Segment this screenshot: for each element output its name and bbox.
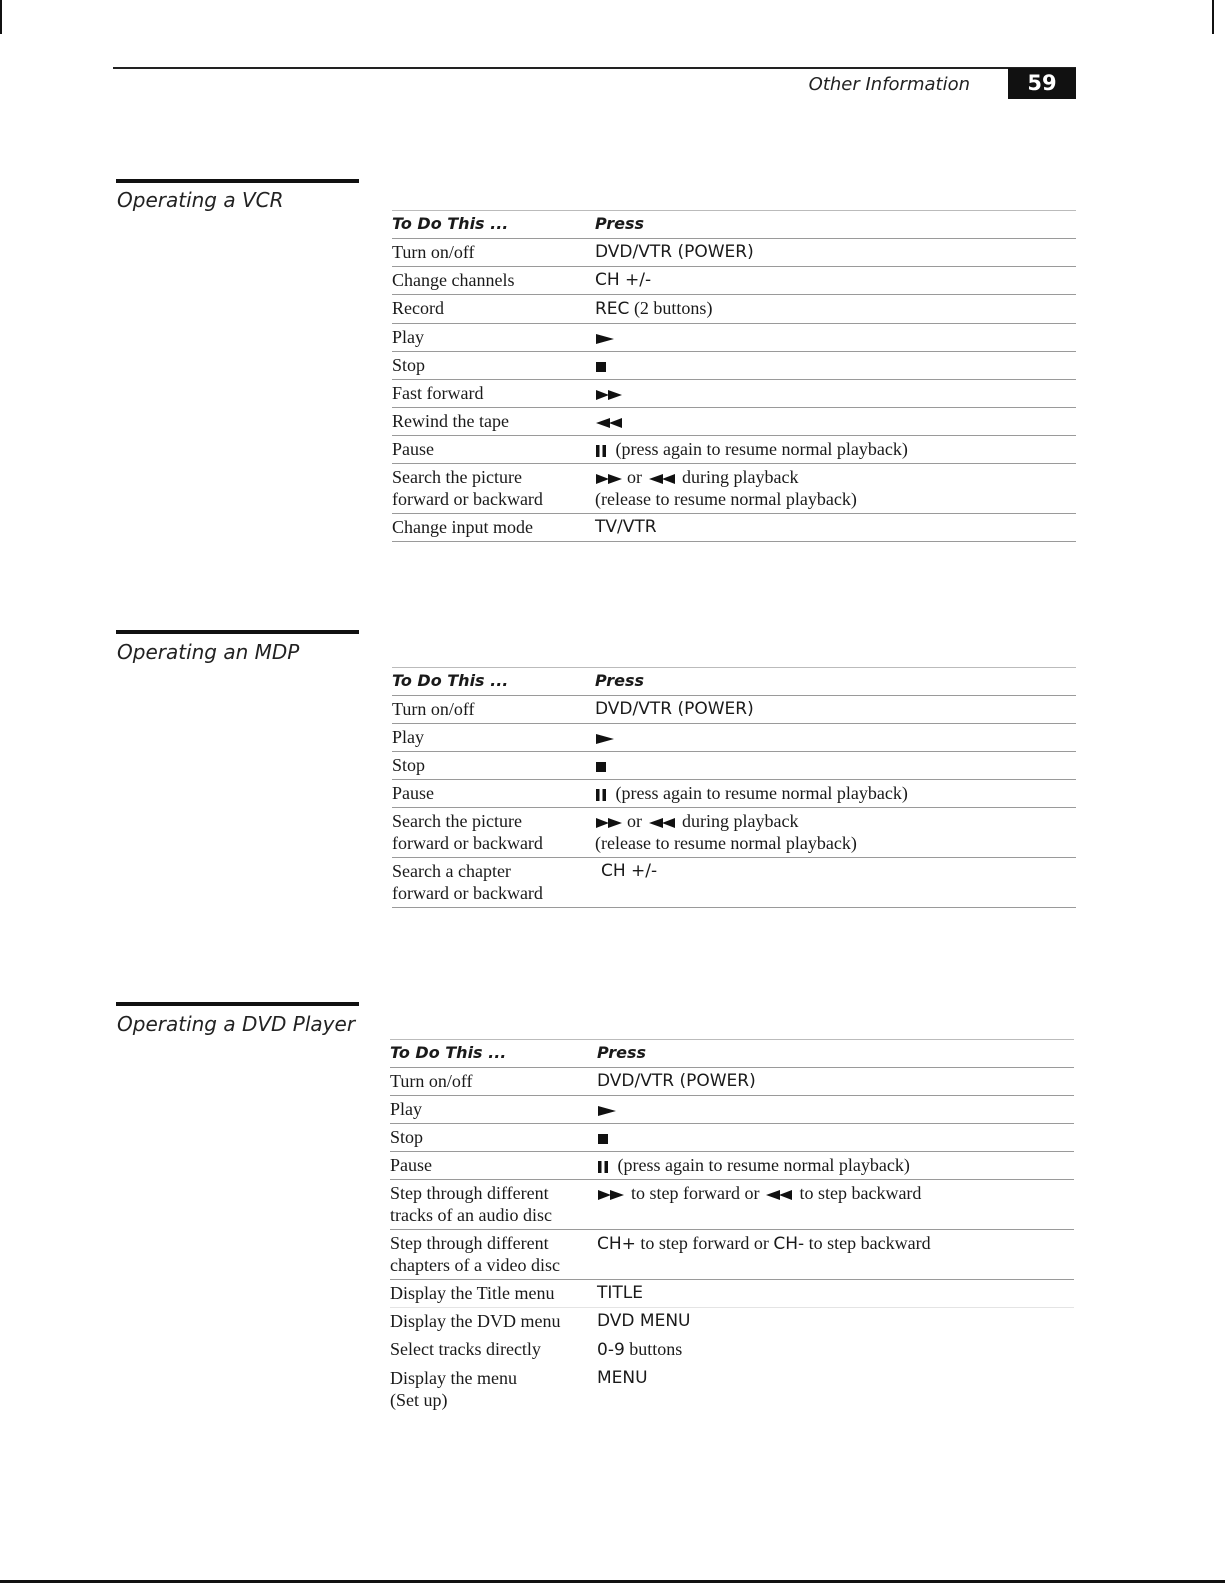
- rewind-icon: [648, 473, 676, 485]
- action-line: forward or backward: [392, 883, 543, 903]
- action-line: Search the picture: [392, 811, 522, 831]
- press-note: during playback: [682, 811, 799, 831]
- press-cell: [597, 1124, 1074, 1151]
- press-note: (press again to resume normal playback): [617, 1155, 910, 1175]
- action-cell: Play: [392, 727, 425, 747]
- action-line: forward or backward: [392, 489, 543, 509]
- press-note: buttons: [629, 1339, 683, 1359]
- action-cell: Change channels: [392, 270, 515, 290]
- press-cell: DVD/VTR (POWER): [595, 699, 754, 719]
- action-cell: [392, 858, 595, 907]
- stop-icon: [597, 1133, 609, 1145]
- pause-icon: [597, 1160, 609, 1174]
- press-cell: [595, 295, 1076, 323]
- press-note: (release to resume normal playback): [595, 489, 857, 509]
- action-cell: Pause: [392, 439, 434, 459]
- action-line: (Set up): [390, 1390, 448, 1410]
- press-cell: [595, 780, 1076, 807]
- table-row: [392, 724, 1076, 752]
- action-cell: Select tracks directly: [390, 1339, 541, 1359]
- press-cell: CH +/-: [595, 270, 652, 290]
- action-cell: Play: [392, 327, 425, 347]
- table-row: [392, 752, 1076, 780]
- stop-icon: [595, 761, 607, 773]
- press-cell: [595, 724, 1076, 751]
- table-row: [390, 1124, 1074, 1152]
- action-cell: Record: [392, 298, 444, 318]
- press-cell: MENU: [597, 1368, 648, 1388]
- press-cell: [597, 1180, 1074, 1207]
- press-cell: [597, 1336, 1074, 1364]
- column-header-press: Press: [597, 1043, 647, 1062]
- table-row: [390, 1230, 1074, 1280]
- press-cell: [595, 352, 1076, 379]
- column-header-action: To Do This ...: [390, 1043, 507, 1062]
- action-cell: Pause: [390, 1155, 432, 1175]
- press-note: (2 buttons): [633, 298, 713, 318]
- key-label: CH+: [597, 1234, 636, 1254]
- action-cell: Turn on/off: [390, 1071, 473, 1091]
- action-cell: Stop: [390, 1127, 424, 1147]
- press-cell: [597, 1152, 1074, 1179]
- action-line: Search a chapter: [392, 861, 511, 881]
- header-title: Other Information: [808, 74, 970, 95]
- action-line: Step through different: [390, 1233, 549, 1253]
- action-line: forward or backward: [392, 833, 543, 853]
- press-cell: [597, 1230, 1074, 1258]
- rewind-icon: [595, 417, 623, 429]
- action-cell: Display the DVD menu: [390, 1311, 561, 1331]
- table-row: [392, 239, 1076, 267]
- table-row: [390, 1308, 1074, 1336]
- header-rule: [113, 67, 1076, 69]
- press-cell: [595, 380, 1076, 407]
- press-note: (release to resume normal playback): [595, 833, 857, 853]
- section-title-dvd: Operating a DVD Player: [117, 1012, 356, 1036]
- action-cell: [392, 464, 595, 513]
- action-line: Display the menu: [390, 1368, 517, 1388]
- scan-edge-right: [1212, 0, 1214, 34]
- mdp-table: [392, 667, 1076, 908]
- press-cell: TITLE: [597, 1283, 643, 1303]
- table-row: [390, 1365, 1074, 1415]
- vcr-table: [392, 210, 1076, 542]
- press-note: (press again to resume normal playback): [615, 783, 908, 803]
- table-row: [390, 1280, 1074, 1308]
- action-cell: [390, 1365, 597, 1414]
- section-rule: [116, 179, 359, 183]
- action-cell: Stop: [392, 355, 426, 375]
- scan-edge-left: [0, 0, 2, 34]
- table-row: [392, 696, 1076, 724]
- table-row: [390, 1336, 1074, 1365]
- action-cell: Turn on/off: [392, 242, 475, 262]
- fast-forward-icon: [595, 817, 623, 829]
- table-row: [390, 1096, 1074, 1124]
- column-header-press: Press: [595, 214, 645, 233]
- press-cell: [595, 752, 1076, 779]
- action-cell: Fast forward: [392, 383, 484, 403]
- fast-forward-icon: [597, 1189, 625, 1201]
- press-cell: DVD/VTR (POWER): [597, 1071, 756, 1091]
- table-row: [390, 1152, 1074, 1180]
- table-row: [392, 324, 1076, 352]
- section-rule: [116, 630, 359, 634]
- key-label: REC: [595, 299, 630, 319]
- action-cell: [390, 1230, 597, 1279]
- press-note: to step forward or: [640, 1233, 769, 1253]
- action-line: Search the picture: [392, 467, 522, 487]
- fast-forward-icon: [595, 389, 623, 401]
- action-cell: [390, 1180, 597, 1229]
- or-text: or: [627, 811, 642, 831]
- table-header-row: [390, 1039, 1074, 1068]
- pause-icon: [595, 788, 607, 802]
- or-text: or: [627, 467, 642, 487]
- section-title-vcr: Operating a VCR: [117, 188, 284, 212]
- page-number: 59: [1008, 68, 1076, 99]
- play-icon: [595, 732, 615, 746]
- table-row: [392, 408, 1076, 436]
- play-icon: [595, 332, 615, 346]
- key-label: CH-: [773, 1234, 805, 1254]
- table-row: [390, 1180, 1074, 1230]
- press-cell: DVD/VTR (POWER): [595, 242, 754, 262]
- table-row: [392, 380, 1076, 408]
- action-cell: Stop: [392, 755, 426, 775]
- action-line: chapters of a video disc: [390, 1255, 560, 1275]
- press-note: to step backward: [808, 1233, 931, 1253]
- rewind-icon: [765, 1189, 793, 1201]
- table-row: [392, 780, 1076, 808]
- rewind-icon: [648, 817, 676, 829]
- action-cell: Change input mode: [392, 517, 533, 537]
- play-icon: [597, 1104, 617, 1118]
- press-cell: CH +/-: [601, 861, 658, 881]
- table-row: [392, 267, 1076, 295]
- stop-icon: [595, 361, 607, 373]
- table-row: [392, 295, 1076, 324]
- press-cell: DVD MENU: [597, 1311, 691, 1331]
- action-line: Step through different: [390, 1183, 549, 1203]
- column-header-press: Press: [595, 671, 645, 690]
- table-row: [392, 514, 1076, 542]
- action-cell: Turn on/off: [392, 699, 475, 719]
- press-cell: [595, 324, 1076, 351]
- action-cell: Display the Title menu: [390, 1283, 555, 1303]
- key-label: 0-9: [597, 1340, 625, 1360]
- pause-icon: [595, 444, 607, 458]
- table-row: [392, 436, 1076, 464]
- table-row: [392, 858, 1076, 908]
- action-cell: [392, 808, 595, 857]
- press-cell: [597, 1096, 1074, 1123]
- action-cell: Rewind the tape: [392, 411, 509, 431]
- table-row: [392, 464, 1076, 514]
- press-note: to step forward or: [631, 1183, 760, 1203]
- section-rule: [116, 1002, 359, 1006]
- press-cell: [595, 436, 1076, 463]
- press-note: to step backward: [799, 1183, 922, 1203]
- press-note: during playback: [682, 467, 799, 487]
- dvd-table: [390, 1039, 1074, 1415]
- table-header-row: [392, 667, 1076, 696]
- press-cell: [595, 808, 1076, 857]
- action-cell: Pause: [392, 783, 434, 803]
- press-cell: TV/VTR: [595, 517, 657, 537]
- action-cell: Play: [390, 1099, 423, 1119]
- press-note: (press again to resume normal playback): [615, 439, 908, 459]
- column-header-action: To Do This ...: [392, 214, 509, 233]
- table-row: [390, 1068, 1074, 1096]
- table-row: [392, 808, 1076, 858]
- table-row: [392, 352, 1076, 380]
- press-cell: [595, 464, 1076, 513]
- table-header-row: [392, 210, 1076, 239]
- press-cell: [595, 408, 1076, 435]
- action-line: tracks of an audio disc: [390, 1205, 552, 1225]
- fast-forward-icon: [595, 473, 623, 485]
- section-title-mdp: Operating an MDP: [117, 640, 300, 664]
- column-header-action: To Do This ...: [392, 671, 509, 690]
